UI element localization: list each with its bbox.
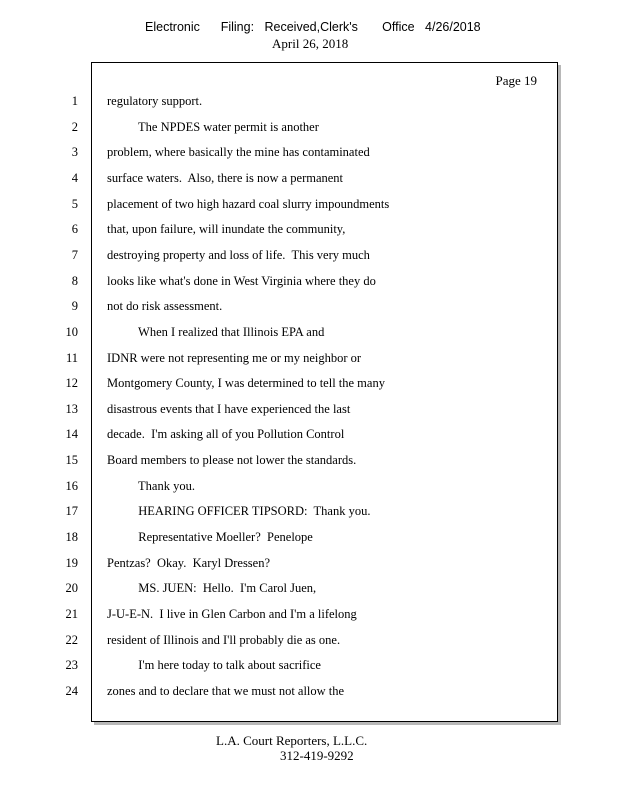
line-text: Montgomery County, I was determined to tell the many — [107, 376, 385, 390]
line-number: 14 — [65, 427, 78, 441]
line-text: Representative Moeller? Penelope — [107, 530, 313, 544]
line-text: looks like what's done in West Virginia where they do — [107, 274, 376, 288]
line-number: 20 — [65, 581, 78, 595]
line-number: 24 — [65, 684, 78, 698]
line-number: 16 — [65, 479, 78, 493]
transcript-page — [91, 62, 558, 722]
line-text: problem, where basically the mine has contaminated — [107, 145, 370, 159]
line-text: MS. JUEN: Hello. I'm Carol Juen, — [107, 581, 317, 595]
filing-date: April 26, 2018 — [272, 36, 349, 51]
filing-stamp-text: Electronic Filing: Received,Clerk's Office 4/26/2018 — [145, 20, 481, 34]
line-text: destroying property and loss of life. This very much — [107, 248, 370, 262]
line-text: resident of Illinois and I'll probably die as one. — [107, 633, 341, 647]
line-text: regulatory support. — [107, 94, 203, 108]
line-text: The NPDES water permit is another — [107, 120, 319, 134]
line-text: disastrous events that I have experienced the last — [107, 402, 351, 416]
line-number: 12 — [65, 376, 78, 390]
line-text: zones and to declare that we must not allow the — [107, 684, 345, 698]
line-number: 19 — [65, 556, 78, 570]
line-text: decade. I'm asking all of you Pollution Control — [107, 427, 345, 441]
line-text: Thank you. — [107, 479, 195, 493]
line-number: 15 — [65, 453, 78, 467]
line-number: 3 — [71, 145, 78, 159]
page-number: Page 19 — [495, 73, 537, 88]
line-number: 13 — [65, 402, 78, 416]
line-text: placement of two high hazard coal slurry impoundments — [107, 197, 390, 211]
line-number: 23 — [65, 658, 78, 672]
line-number: 4 — [71, 171, 78, 185]
line-number: 10 — [65, 325, 78, 339]
footer-phone: 312-419-9292 — [280, 748, 354, 763]
line-text: Pentzas? Okay. Karyl Dressen? — [107, 556, 271, 570]
line-number: 22 — [65, 633, 78, 647]
line-number: 9 — [71, 299, 78, 313]
line-number: 8 — [71, 274, 78, 288]
line-text: Board members to please not lower the standards. — [107, 453, 357, 467]
line-text: HEARING OFFICER TIPSORD: Thank you. — [107, 504, 371, 518]
footer-company: L.A. Court Reporters, L.L.C. — [216, 733, 368, 748]
filing-stamp — [0, 20, 618, 62]
line-text: that, upon failure, will inundate the community, — [107, 222, 346, 236]
line-number: 11 — [65, 351, 78, 365]
line-number: 2 — [71, 120, 78, 134]
line-number: 18 — [65, 530, 78, 544]
line-text: IDNR were not representing me or my neighbor or — [107, 351, 362, 365]
line-number: 21 — [65, 607, 78, 621]
line-number: 6 — [71, 222, 78, 236]
line-text: surface waters. Also, there is now a permanent — [107, 171, 344, 185]
line-number: 1 — [71, 94, 78, 108]
line-text: not do risk assessment. — [107, 299, 223, 313]
line-text: J-U-E-N. I live in Glen Carbon and I'm a lifelong — [107, 607, 357, 621]
line-text: When I realized that Illinois EPA and — [107, 325, 325, 339]
line-number: 7 — [71, 248, 78, 262]
line-text: I'm here today to talk about sacrifice — [107, 658, 321, 672]
line-number: 5 — [71, 197, 78, 211]
line-number: 17 — [65, 504, 78, 518]
